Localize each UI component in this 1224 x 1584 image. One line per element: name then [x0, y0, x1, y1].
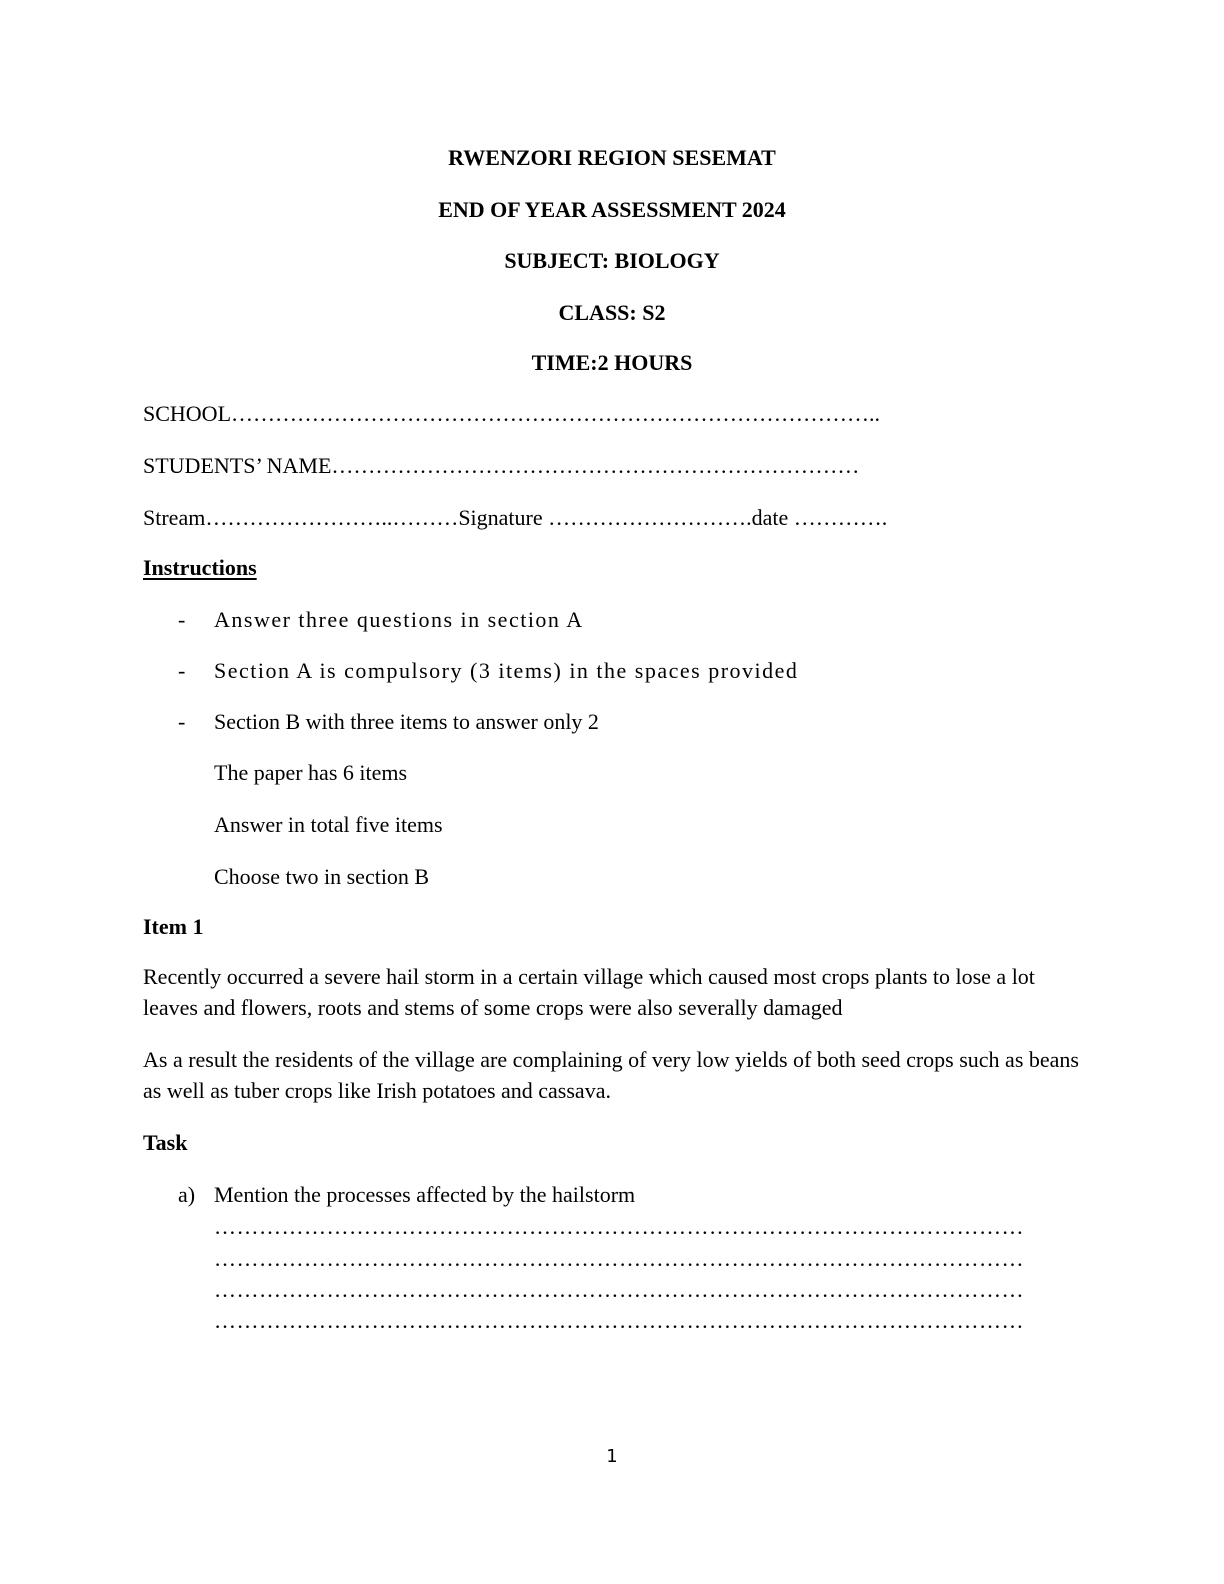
instruction-item: Answer three questions in section A	[214, 607, 584, 632]
assessment-title: END OF YEAR ASSESSMENT 2024	[438, 197, 786, 222]
stream-signature-date-field: Stream……………………..………Signature ……………………….date ………….	[143, 505, 888, 530]
instruction-note: Choose two in section B	[214, 864, 430, 889]
task-heading: Task	[143, 1130, 188, 1155]
answer-line[interactable]: ………………………………………………………………………………………………	[214, 1248, 1024, 1270]
task-question: Mention the processes affected by the hailstorm	[214, 1182, 636, 1207]
instruction-item: Section A is compulsory (3 items) in the spaces provided	[214, 658, 799, 683]
exam-board-title: RWENZORI REGION SESEMAT	[448, 145, 776, 170]
bullet-marker: -	[178, 658, 186, 683]
instructions-heading: Instructions	[143, 555, 257, 580]
time-title: TIME:2 HOURS	[531, 350, 693, 375]
student-name-field: STUDENTS’ NAME………………………………………………………………	[143, 453, 860, 478]
answer-line[interactable]: ………………………………………………………………………………………………	[214, 1310, 1024, 1332]
class-title: CLASS: S2	[558, 300, 666, 325]
task-label: a)	[178, 1182, 196, 1207]
instruction-item: Section B with three items to answer only 2	[214, 709, 599, 734]
subject-title: SUBJECT: BIOLOGY	[504, 248, 720, 273]
instruction-note: Answer in total five items	[214, 812, 443, 837]
instruction-note: The paper has 6 items	[214, 760, 408, 785]
answer-line[interactable]: ………………………………………………………………………………………………	[214, 1216, 1024, 1238]
bullet-marker: -	[178, 607, 186, 632]
page-number: 1	[606, 1446, 618, 1467]
answer-line[interactable]: ………………………………………………………………………………………………	[214, 1279, 1024, 1301]
item-heading: Item 1	[143, 914, 204, 939]
scenario-paragraph: Recently occurred a severe hail storm in a certain village which caused most crops plants to lose a lot leaves and flowers, roots and stems of some crops were also severally damaged	[143, 964, 1035, 1020]
bullet-marker: -	[178, 709, 186, 734]
scenario-paragraph: As a result the residents of the village are complaining of very low yields of both seed crops such as beans as well as tuber crops like Irish potatoes and cassava.	[143, 1047, 1079, 1103]
school-field: SCHOOL……………………………………………………………………………..	[143, 401, 881, 426]
